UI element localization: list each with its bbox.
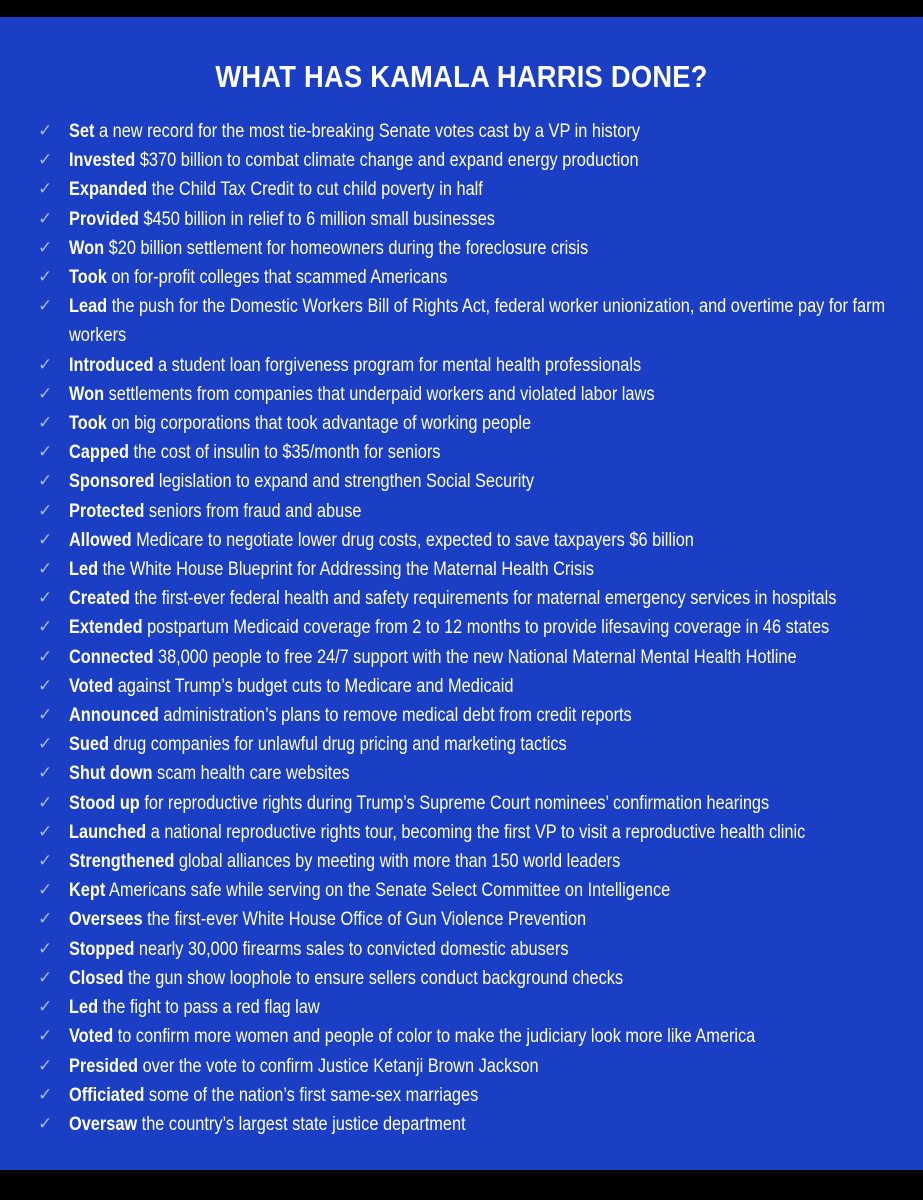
list-item-verb: Sued [69, 734, 109, 756]
list-item-description: legislation to expand and strengthen Social Security [154, 471, 535, 493]
list-item-verb: Stood up [69, 792, 140, 814]
list-item-verb: Announced [69, 705, 159, 727]
list-item [38, 730, 918, 759]
list-item-description: the country’s largest state justice department [137, 1113, 466, 1135]
list-item-text [69, 1052, 903, 1081]
list-item-verb: Won [69, 237, 105, 259]
list-item [38, 175, 918, 204]
list-item-verb: Shut down [69, 763, 153, 785]
list-item-description: global alliances by meeting with more than 150 world leaders [174, 851, 621, 873]
list-item-verb: Protected [69, 500, 145, 522]
checkmark-icon: ✓ [38, 383, 53, 404]
list-item-description: administration’s plans to remove medical debt from credit reports [158, 705, 632, 727]
list-item [38, 1022, 918, 1051]
checkmark-icon: ✓ [38, 617, 53, 638]
list-item [38, 234, 918, 263]
list-item [38, 818, 918, 847]
list-item-text [69, 555, 903, 584]
list-item-description: $370 billion to combat climate change and expand energy production [135, 150, 639, 172]
list-item-description: the cost of insulin to $35/month for seniors [128, 442, 441, 464]
poster [0, 17, 923, 1170]
list-item [38, 438, 918, 467]
list-item-text [69, 789, 903, 818]
list-item-description: to confirm more women and people of color to make the judiciary look more like America [113, 1026, 756, 1048]
list-item-text [69, 584, 903, 613]
checkmark-icon: ✓ [38, 179, 53, 200]
checkmark-icon: ✓ [38, 588, 53, 609]
list-item [38, 117, 918, 146]
checkmark-icon: ✓ [38, 150, 53, 171]
list-item-verb: Expanded [69, 179, 148, 201]
list-item-text [69, 1110, 903, 1139]
list-item-verb: Presided [69, 1055, 139, 1077]
list-item [38, 205, 918, 234]
checkmark-icon: ✓ [38, 821, 53, 842]
checkmark-icon: ✓ [38, 763, 53, 784]
checkmark-icon: ✓ [38, 967, 53, 988]
checkmark-icon: ✓ [38, 880, 53, 901]
checkmark-icon: ✓ [38, 909, 53, 930]
list-item-text [69, 438, 903, 467]
list-item-text [69, 905, 903, 934]
list-item-verb: Introduced [69, 354, 154, 376]
list-item-description: the push for the Domestic Workers Bill of Rights Act, federal worker unionization, and overtime pay for farm workers [69, 296, 886, 347]
checkmark-icon: ✓ [38, 121, 53, 141]
list-item-description: a new record for the most tie-breaking Senate votes cast by a VP in history [94, 121, 640, 142]
list-item-text [69, 1022, 903, 1051]
list-item-text [69, 964, 903, 993]
list-item [38, 847, 918, 876]
list-item [38, 555, 918, 584]
list-item-verb: Led [69, 559, 99, 581]
list-item-text [69, 205, 903, 234]
checkmark-icon: ✓ [38, 208, 53, 229]
accomplishments-list [38, 117, 918, 1139]
list-item-text [69, 117, 903, 146]
checkmark-icon: ✓ [38, 792, 53, 813]
checkmark-icon: ✓ [38, 1055, 53, 1076]
list-item-text [69, 759, 903, 788]
list-item [38, 292, 918, 350]
checkmark-icon: ✓ [38, 442, 53, 463]
list-item [38, 1052, 918, 1081]
checkmark-icon: ✓ [38, 237, 53, 258]
list-item-verb: Closed [69, 967, 124, 989]
list-item-text [69, 701, 903, 730]
list-item [38, 146, 918, 175]
list-item-verb: Led [69, 997, 99, 1019]
list-item-description: for reproductive rights during Trump’s Supreme Court nominees’ confirmation hearings [139, 792, 770, 814]
list-item-text [69, 292, 903, 350]
list-item-description: seniors from fraud and abuse [144, 500, 362, 522]
list-item-description: on big corporations that took advantage of working people [106, 413, 532, 435]
list-item-text [69, 730, 903, 759]
list-item-verb: Officiated [69, 1084, 145, 1106]
list-item [38, 935, 918, 964]
list-item-description: scam health care websites [152, 763, 350, 785]
list-item-description: a national reproductive rights tour, becoming the first VP to visit a reproductive health clinic [146, 821, 806, 843]
list-item [38, 380, 918, 409]
list-item-verb: Launched [69, 821, 147, 843]
list-item [38, 905, 918, 934]
checkmark-icon: ✓ [38, 1026, 53, 1047]
list-item-verb: Strengthened [69, 851, 175, 873]
list-item-text [69, 467, 903, 496]
list-item-text [69, 613, 903, 642]
list-item [38, 643, 918, 672]
list-item-verb: Voted [69, 1026, 114, 1048]
list-item [38, 613, 918, 642]
page-title: WHAT HAS KAMALA HARRIS DONE? [215, 59, 708, 94]
list-item-description: Americans safe while serving on the Senate Select Committee on Intelligence [105, 880, 671, 902]
list-item [38, 1110, 918, 1139]
list-item [38, 526, 918, 555]
list-item-verb: Lead [69, 296, 108, 318]
checkmark-icon: ✓ [38, 851, 53, 872]
list-item-text [69, 935, 903, 964]
list-item-text [69, 409, 903, 438]
list-item-text [69, 175, 903, 204]
list-item-description: on for-profit colleges that scammed Americans [106, 267, 448, 289]
list-item-description: the fight to pass a red flag law [98, 997, 320, 1019]
list-item [38, 789, 918, 818]
list-item-description: over the vote to confirm Justice Ketanji Brown Jackson [138, 1055, 539, 1077]
checkmark-icon: ✓ [38, 646, 53, 667]
list-item [38, 584, 918, 613]
checkmark-icon: ✓ [38, 354, 53, 375]
list-item-description: $20 billion settlement for homeowners during the foreclosure crisis [104, 237, 589, 259]
list-item [38, 409, 918, 438]
list-item [38, 351, 918, 380]
list-item-description: drug companies for unlawful drug pricing and marketing tactics [108, 734, 567, 756]
checkmark-icon: ✓ [38, 529, 53, 550]
list-item-verb: Sponsored [69, 471, 155, 493]
list-item-text [69, 497, 903, 526]
checkmark-icon: ✓ [38, 471, 53, 492]
list-item-text [69, 146, 903, 175]
list-item [38, 497, 918, 526]
list-item-text [69, 818, 903, 847]
list-item-verb: Provided [69, 208, 139, 230]
list-item [38, 876, 918, 905]
list-item-description: the first-ever federal health and safety requirements for maternal emergency services in hospitals [129, 588, 837, 610]
checkmark-icon: ✓ [38, 705, 53, 726]
list-item-verb: Kept [69, 880, 106, 902]
list-item-verb: Created [69, 588, 130, 610]
checkmark-icon: ✓ [38, 500, 53, 521]
list-item-description: against Trump’s budget cuts to Medicare and Medicaid [113, 675, 514, 697]
list-item-description: a student loan forgiveness program for mental health professionals [153, 354, 642, 376]
list-item [38, 701, 918, 730]
list-item-verb: Took [69, 267, 107, 289]
list-item-description: settlements from companies that underpaid workers and violated labor laws [104, 383, 655, 405]
list-item-description: the first-ever White House Office of Gun Violence Prevention [142, 909, 587, 931]
list-item [38, 759, 918, 788]
list-item [38, 672, 918, 701]
list-item [38, 263, 918, 292]
list-item-text [69, 1081, 903, 1110]
list-item-description: Medicare to negotiate lower drug costs, expected to save taxpayers $6 billion [131, 529, 694, 551]
list-item-description: 38,000 people to free 24/7 support with the new National Maternal Mental Health Hotline [153, 646, 797, 668]
list-item-text [69, 643, 903, 672]
list-item-verb: Took [69, 413, 107, 435]
checkmark-icon: ✓ [38, 938, 53, 959]
checkmark-icon: ✓ [38, 734, 53, 755]
list-item-verb: Invested [69, 150, 136, 172]
list-item-verb: Capped [69, 442, 129, 464]
checkmark-icon: ✓ [38, 296, 53, 317]
list-item-text [69, 993, 903, 1022]
checkmark-icon: ✓ [38, 675, 53, 696]
list-item-text [69, 672, 903, 701]
list-item-verb: Set [69, 121, 95, 142]
list-item [38, 964, 918, 993]
list-item-verb: Oversaw [69, 1113, 138, 1135]
checkmark-icon: ✓ [38, 1113, 53, 1134]
list-item-description: the Child Tax Credit to cut child poverty in half [147, 179, 483, 201]
list-item-verb: Connected [69, 646, 154, 668]
list-item-description: the White House Blueprint for Addressing the Maternal Health Crisis [98, 559, 594, 581]
list-item-description: nearly 30,000 firearms sales to convicted domestic abusers [134, 938, 569, 960]
list-item-verb: Stopped [69, 938, 135, 960]
list-item-description: $450 billion in relief to 6 million small businesses [138, 208, 495, 230]
list-item-verb: Won [69, 383, 105, 405]
checkmark-icon: ✓ [38, 1084, 53, 1105]
list-item-verb: Voted [69, 675, 114, 697]
list-item-description: the gun show loophole to ensure sellers conduct background checks [123, 967, 624, 989]
list-item [38, 467, 918, 496]
list-item-text [69, 876, 903, 905]
checkmark-icon: ✓ [38, 559, 53, 580]
list-item-verb: Oversees [69, 909, 143, 931]
checkmark-icon: ✓ [38, 267, 53, 288]
list-item-text [69, 234, 903, 263]
checkmark-icon: ✓ [38, 413, 53, 434]
list-item-verb: Extended [69, 617, 143, 639]
list-item-description: postpartum Medicaid coverage from 2 to 12 months to provide lifesaving coverage in 46 states [142, 617, 830, 639]
list-item-text [69, 526, 903, 555]
list-item-text [69, 351, 903, 380]
list-item-text [69, 263, 903, 292]
list-item-verb: Allowed [69, 529, 132, 551]
list-item [38, 993, 918, 1022]
list-item-text [69, 380, 903, 409]
list-item [38, 1081, 918, 1110]
list-item-description: some of the nation’s first same-sex marriages [144, 1084, 479, 1106]
checkmark-icon: ✓ [38, 997, 53, 1018]
list-item-text [69, 847, 903, 876]
